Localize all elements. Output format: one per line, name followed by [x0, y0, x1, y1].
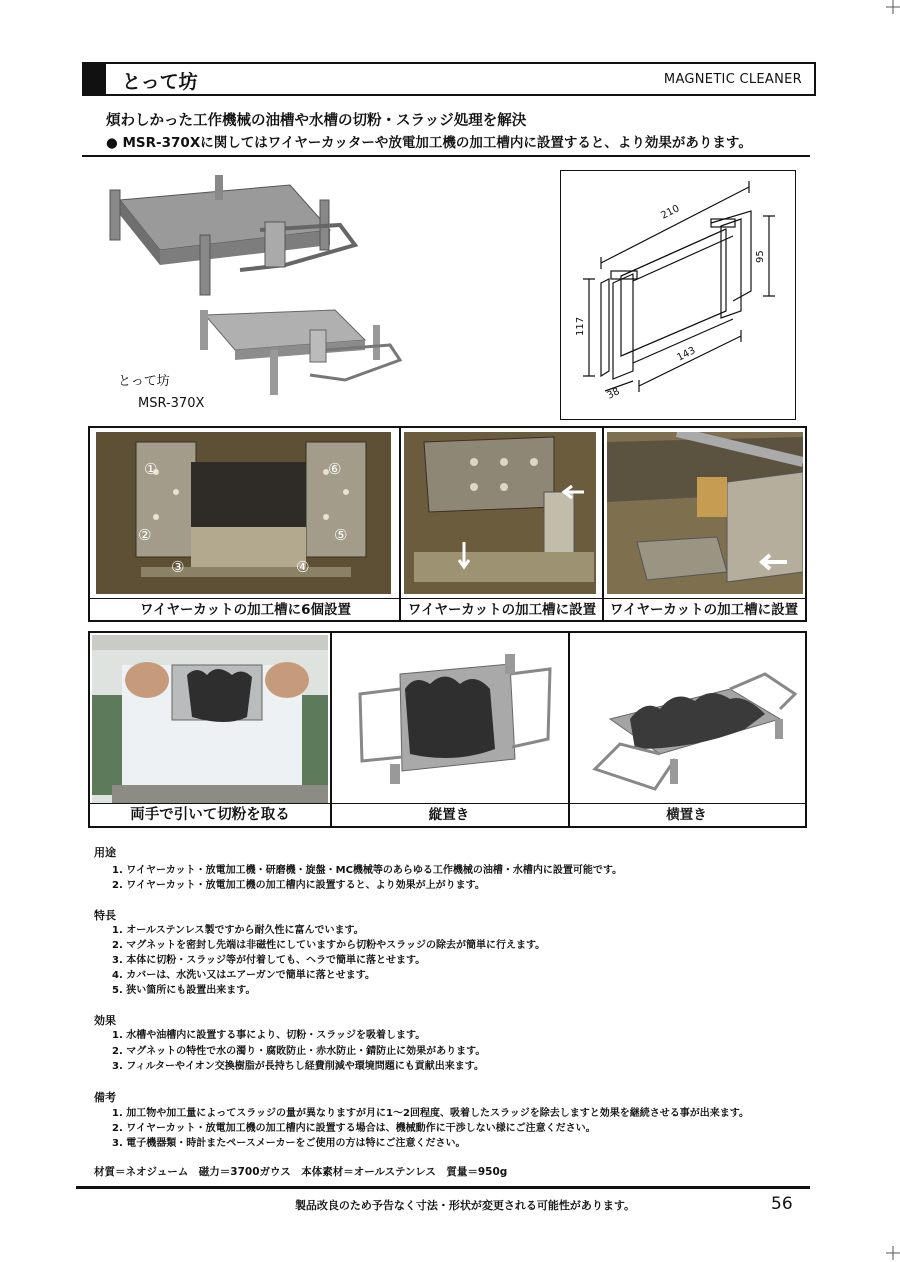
install-caption-3: ワイヤーカットの加工槽に設置 — [603, 598, 805, 621]
spec-line: 材質＝ネオジューム 磁力＝3700ガウス 本体素材＝オールステンレス 質量＝950g — [94, 1166, 508, 1178]
page-subtitle: MAGNETIC CLEANER — [663, 72, 802, 87]
header-accent-bar — [84, 64, 106, 94]
install-photo-two — [404, 432, 596, 594]
dim-width: 143 — [675, 345, 698, 364]
usage-divider-1 — [330, 633, 332, 826]
feature-item: 5. 狭い箇所にも設置出来ます。 — [112, 985, 256, 996]
feature-item: 3. 本体に切粉・スラッジ等が付着しても、ヘラで簡単に落とせます。 — [112, 955, 426, 966]
marker-3: ③ — [171, 558, 185, 576]
usage-item: 1. ワイヤーカット・放電加工機・研磨機・旋盤・MC機械等のあらゆる工作機械の油槽・水槽内に設置可能です。 — [112, 865, 623, 876]
dim-depth: 38 — [605, 386, 622, 402]
usage-photo-hands — [92, 635, 328, 803]
note-item: 1. 加工物や加工量によってスラッジの量が異なりますが月に1～2回程度、吸着したスラッジを除去しますと効果を継続させる事が出来ます。 — [112, 1108, 749, 1119]
usage-caption-2: 縦置き — [330, 803, 568, 826]
section-title-notes: 備考 — [94, 1091, 116, 1104]
note-item: 3. 電子機器類・時計またペースメーカーをご使用の方は特にご注意ください。 — [112, 1138, 466, 1149]
usage-divider-2 — [568, 633, 570, 826]
install-photo-grid — [88, 426, 807, 622]
marker-1: ① — [144, 460, 158, 478]
dim-height-right: 95 — [755, 250, 766, 263]
intro-bullet: ● MSR-370Xに関してはワイヤーカッターや放電加工機の加工槽内に設置すると、より効果があります。 — [106, 135, 752, 151]
usage-photo-grid — [88, 631, 807, 828]
product-photo-large — [100, 170, 360, 300]
crop-mark-top-right — [886, 0, 900, 14]
page-title: とって坊 — [122, 71, 198, 93]
usage-caption-1: 両手で引いて切粉を取る — [90, 803, 330, 826]
dimension-drawing — [560, 170, 796, 420]
feature-item: 4. カバーは、水洗い又はエアーガンで簡単に落とせます。 — [112, 970, 375, 981]
effect-item: 2. マグネットの特性で水の濁り・腐敗防止・赤水防止・錆防止に効果があります。 — [112, 1046, 486, 1057]
marker-6: ⑥ — [328, 460, 342, 478]
section-title-effects: 効果 — [94, 1014, 116, 1027]
install-photo-three — [607, 432, 803, 594]
marker-4: ④ — [296, 558, 310, 576]
install-divider-2 — [602, 428, 604, 620]
crop-mark-bottom-right — [886, 1246, 900, 1260]
marker-5: ⑤ — [334, 526, 348, 544]
usage-item: 2. ワイヤーカット・放電加工機の加工槽内に設置すると、より効果が上がります。 — [112, 880, 485, 891]
install-photo-six — [96, 432, 391, 594]
dim-length: 210 — [659, 203, 682, 222]
dim-height-left: 117 — [575, 316, 586, 336]
install-caption-2: ワイヤーカットの加工槽に設置 — [401, 598, 603, 621]
intro-divider — [82, 155, 810, 157]
effect-item: 3. フィルターやイオン交換樹脂が長持ちし経費削減や環境問題にも貢献出来ます。 — [112, 1061, 484, 1072]
usage-photo-horizontal — [580, 649, 800, 799]
marker-2: ② — [138, 526, 152, 544]
feature-item: 1. オールステンレス製ですから耐久性に富んでいます。 — [112, 925, 364, 936]
feature-item: 2. マグネットを密封し先端は非磁性にしていますから切粉やスラッジの除去が簡単に行えます。 — [112, 940, 546, 951]
intro-headline: 煩わしかった工作機械の油槽や水槽の切粉・スラッジ処理を解決 — [106, 113, 527, 129]
effect-item: 1. 水槽や油槽内に設置する事により、切粉・スラッジを吸着します。 — [112, 1030, 426, 1041]
footer-note: 製品改良のため予告なく寸法・形状が変更される可能性があります。 — [294, 1199, 636, 1212]
page-header — [82, 62, 816, 96]
section-title-features: 特長 — [94, 909, 116, 922]
footer-divider — [76, 1186, 810, 1189]
product-photo-small — [195, 295, 410, 400]
product-model-label: MSR-370X — [138, 396, 205, 411]
install-caption-1: ワイヤーカットの加工槽に6個設置 — [90, 598, 401, 621]
page-number: 56 — [771, 1194, 793, 1214]
note-item: 2. ワイヤーカット・放電加工機の加工槽内に設置する場合は、機械動作に干渉しない様にご注意ください。 — [112, 1123, 596, 1134]
usage-photo-vertical — [340, 649, 560, 799]
product-name-label: とって坊 — [118, 374, 170, 389]
install-divider-1 — [399, 428, 401, 620]
usage-caption-3: 横置き — [568, 803, 805, 826]
section-title-usage: 用途 — [94, 846, 116, 859]
